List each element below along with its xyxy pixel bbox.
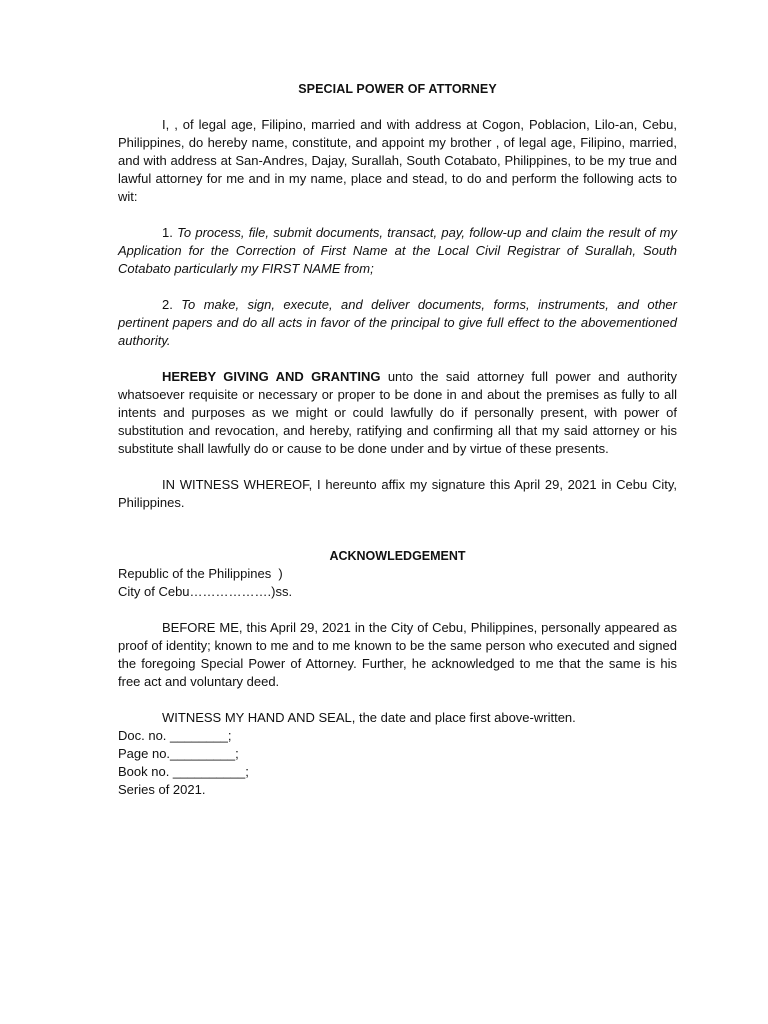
item-2-paragraph xyxy=(118,296,677,350)
granting-paragraph xyxy=(118,368,677,458)
item-1-paragraph xyxy=(118,224,677,278)
witness-hand-line: WITNESS MY HAND AND SEAL, the date and place first above-written. xyxy=(162,710,576,725)
doc-number-line: Doc. no. ________; xyxy=(118,728,232,743)
acknowledgement-title: ACKNOWLEDGEMENT xyxy=(329,549,466,563)
venue-line-republic: Republic of the Philippines ) xyxy=(118,566,283,581)
intro-paragraph: I, , of legal age, Filipino, married and with address at Cogon, Poblacion, Lilo-an, Cebu, Philippines, do hereby name, constitute, and appoint my brother , of legal age, Filipino, married, and with address at San-Andres, Dajay, Surallah, South Cotabato, Philippines, to be my true and lawful attorney for me and in my name, place and stead, to do and perform the following acts to wit: xyxy=(118,117,677,204)
series-line: Series of 2021. xyxy=(118,782,206,797)
venue-line-city: City of Cebu……………….)ss. xyxy=(118,584,293,599)
item-1-text: To process, file, submit documents, transact, pay, follow-up and claim the result of my Application for the Correction of First Name at the Local Civil Registrar of Surallah, South Cotabato particularly my FIRST NAME from; xyxy=(118,225,677,276)
witness-paragraph: IN WITNESS WHEREOF, I hereunto affix my signature this April 29, 2021 in Cebu City, Philippines. xyxy=(118,477,677,510)
page-number-line: Page no._________; xyxy=(118,746,239,761)
book-number-line: Book no. __________; xyxy=(118,764,249,779)
granting-lead: HEREBY GIVING AND GRANTING xyxy=(162,369,381,384)
document-title: SPECIAL POWER OF ATTORNEY xyxy=(298,82,497,96)
item-2-number: 2. xyxy=(162,297,173,312)
item-1-number: 1. xyxy=(162,225,173,240)
granting-text: unto the said attorney full power and authority whatsoever requisite or necessary or proper to be done in and about the premises as fully to all intents and purposes as we might or could lawfully do if personally present, with power of substitution and revocation, and hereby, ratifying and confirming all that my said attorney or his substitute shall lawfully do or cause to be done under and by virtue of these presents. xyxy=(118,369,677,456)
item-2-text: To make, sign, execute, and deliver documents, forms, instruments, and other pertinent papers and do all acts in favor of the principal to give full effect to the abovementioned authority. xyxy=(118,297,677,348)
before-me-paragraph: BEFORE ME, this April 29, 2021 in the City of Cebu, Philippines, personally appeared as proof of identity; known to me and to me known to be the same person who executed and signed the foregoing Special Power of Attorney. Further, he acknowledged to me that the same is his free act and voluntary deed. xyxy=(118,620,677,689)
document-page xyxy=(118,80,677,799)
